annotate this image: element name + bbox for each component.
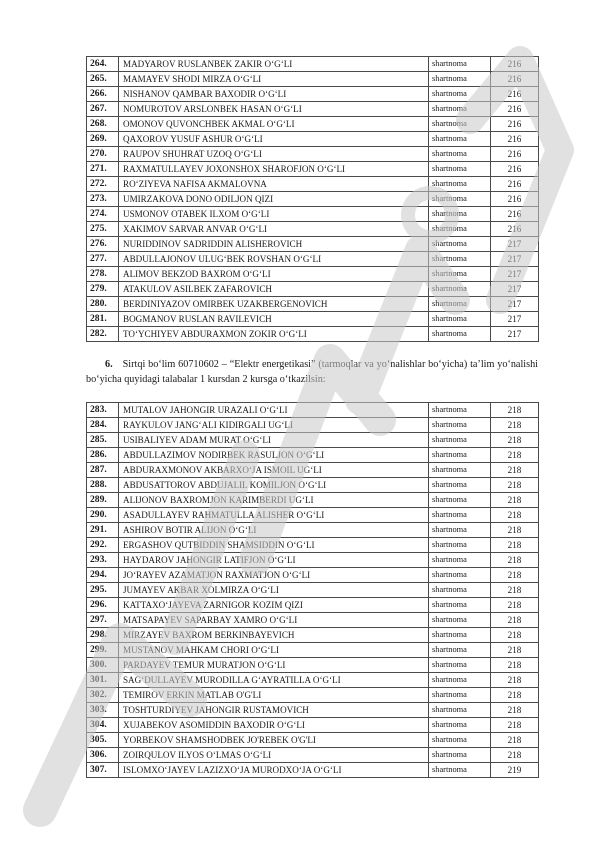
section-paragraph xyxy=(86,357,538,387)
payment-type: shartnoma xyxy=(429,297,491,312)
group-number: 216 xyxy=(491,222,539,237)
group-number: 218 xyxy=(491,628,539,643)
row-number: 272. xyxy=(87,177,119,192)
row-number: 266. xyxy=(87,87,119,102)
payment-type: shartnoma xyxy=(429,523,491,538)
payment-type: shartnoma xyxy=(429,703,491,718)
student-name: USMONOV OTABEK ILXOM O‘G‘LI xyxy=(119,207,429,222)
row-number: 282. xyxy=(87,327,119,342)
student-name: MUSTANOV MAHKAM CHORI O‘G‘LI xyxy=(119,643,429,658)
row-number: 277. xyxy=(87,252,119,267)
group-number: 216 xyxy=(491,147,539,162)
payment-type: shartnoma xyxy=(429,463,491,478)
student-name: ABDULLAZIMOV NODIRBEK RASULJON O‘G‘LI xyxy=(119,448,429,463)
payment-type: shartnoma xyxy=(429,733,491,748)
student-name: ATAKULOV ASILBEK ZAFAROVICH xyxy=(119,282,429,297)
table-row xyxy=(87,733,539,748)
student-name: YORBEKOV SHAMSHODBEK JO'REBEK O'G'LI xyxy=(119,733,429,748)
payment-type: shartnoma xyxy=(429,102,491,117)
payment-type: shartnoma xyxy=(429,162,491,177)
group-number: 218 xyxy=(491,688,539,703)
table-row xyxy=(87,583,539,598)
student-name: OMONOV QUVONCHBEK AKMAL O‘G‘LI xyxy=(119,117,429,132)
payment-type: shartnoma xyxy=(429,493,491,508)
group-number: 218 xyxy=(491,523,539,538)
row-number: 300. xyxy=(87,658,119,673)
table-row xyxy=(87,403,539,418)
student-table-bottom xyxy=(86,402,539,778)
row-number: 288. xyxy=(87,478,119,493)
student-name: ABDUSATTOROV ABDUJALIL KOMILJON O‘G‘LI xyxy=(119,478,429,493)
payment-type: shartnoma xyxy=(429,673,491,688)
student-name: ALIJONOV BAXROMJON KARIMBERDI UG‘LI xyxy=(119,493,429,508)
row-number: 276. xyxy=(87,237,119,252)
table-row xyxy=(87,448,539,463)
table-row xyxy=(87,312,539,327)
table-row xyxy=(87,523,539,538)
student-name: NOMUROTOV ARSLONBEK HASAN O‘G‘LI xyxy=(119,102,429,117)
payment-type: shartnoma xyxy=(429,448,491,463)
group-number: 216 xyxy=(491,192,539,207)
payment-type: shartnoma xyxy=(429,132,491,147)
row-number: 265. xyxy=(87,72,119,87)
group-number: 216 xyxy=(491,102,539,117)
table-row xyxy=(87,117,539,132)
student-name: ISLOMXO‘JAYEV LAZIZXO‘JA MURODXO‘JA O‘G‘LI xyxy=(119,763,429,778)
row-number: 306. xyxy=(87,748,119,763)
group-number: 218 xyxy=(491,418,539,433)
row-number: 292. xyxy=(87,538,119,553)
row-number: 274. xyxy=(87,207,119,222)
payment-type: shartnoma xyxy=(429,327,491,342)
table-row xyxy=(87,628,539,643)
table-row xyxy=(87,282,539,297)
student-name: ERGASHOV QUTBIDDIN SHAMSIDDIN O‘G‘LI xyxy=(119,538,429,553)
payment-type: shartnoma xyxy=(429,222,491,237)
group-number: 217 xyxy=(491,297,539,312)
group-number: 218 xyxy=(491,658,539,673)
group-number: 218 xyxy=(491,448,539,463)
table-row xyxy=(87,463,539,478)
group-number: 219 xyxy=(491,763,539,778)
group-number: 216 xyxy=(491,207,539,222)
student-name: XAKIMOV SARVAR ANVAR O‘G‘LI xyxy=(119,222,429,237)
student-name: RAYKULOV JANG‘ALI KIDIRGALI UG‘LI xyxy=(119,418,429,433)
row-number: 283. xyxy=(87,403,119,418)
row-number: 294. xyxy=(87,568,119,583)
student-name: RO‘ZIYEVA NAFISA AKMALOVNA xyxy=(119,177,429,192)
row-number: 304. xyxy=(87,718,119,733)
student-name: QAXOROV YUSUF ASHUR O‘G‘LI xyxy=(119,132,429,147)
table-row xyxy=(87,72,539,87)
row-number: 273. xyxy=(87,192,119,207)
table-row xyxy=(87,643,539,658)
student-name: MATSAPAYEV SAPARBAY XAMRO O‘G‘LI xyxy=(119,613,429,628)
table-row xyxy=(87,703,539,718)
student-name: NISHANOV QAMBAR BAXODIR O‘G‘LI xyxy=(119,87,429,102)
group-number: 217 xyxy=(491,237,539,252)
payment-type: shartnoma xyxy=(429,57,491,72)
row-number: 269. xyxy=(87,132,119,147)
group-number: 218 xyxy=(491,583,539,598)
table-row xyxy=(87,57,539,72)
payment-type: shartnoma xyxy=(429,628,491,643)
group-number: 217 xyxy=(491,327,539,342)
row-number: 302. xyxy=(87,688,119,703)
student-name: XUJABEKOV ASOMIDDIN BAXODIR O‘G‘LI xyxy=(119,718,429,733)
payment-type: shartnoma xyxy=(429,312,491,327)
student-name: USIBALIYEV ADAM MURAT O‘G‘LI xyxy=(119,433,429,448)
table-row xyxy=(87,87,539,102)
payment-type: shartnoma xyxy=(429,508,491,523)
payment-type: shartnoma xyxy=(429,237,491,252)
group-number: 218 xyxy=(491,613,539,628)
row-number: 307. xyxy=(87,763,119,778)
payment-type: shartnoma xyxy=(429,613,491,628)
student-name: TO‘YCHIYEV ABDURAXMON ZOKIR O‘G‘LI xyxy=(119,327,429,342)
group-number: 218 xyxy=(491,673,539,688)
student-name: NURIDDINOV SADRIDDIN ALISHEROVICH xyxy=(119,237,429,252)
payment-type: shartnoma xyxy=(429,267,491,282)
group-number: 216 xyxy=(491,117,539,132)
row-number: 295. xyxy=(87,583,119,598)
row-number: 287. xyxy=(87,463,119,478)
student-name: TEMIROV ERKIN MATLAB O'G'LI xyxy=(119,688,429,703)
table-row xyxy=(87,207,539,222)
table-row xyxy=(87,252,539,267)
payment-type: shartnoma xyxy=(429,568,491,583)
row-number: 270. xyxy=(87,147,119,162)
student-name: SAG‘DULLAYEV MURODILLA G‘AYRATILLA O‘G‘LI xyxy=(119,673,429,688)
row-number: 267. xyxy=(87,102,119,117)
row-number: 281. xyxy=(87,312,119,327)
table-row xyxy=(87,478,539,493)
table-row xyxy=(87,553,539,568)
table-row xyxy=(87,102,539,117)
payment-type: shartnoma xyxy=(429,72,491,87)
student-table-bottom-body xyxy=(87,403,539,778)
payment-type: shartnoma xyxy=(429,688,491,703)
payment-type: shartnoma xyxy=(429,658,491,673)
row-number: 271. xyxy=(87,162,119,177)
group-number: 218 xyxy=(491,433,539,448)
table-row xyxy=(87,718,539,733)
group-number: 217 xyxy=(491,312,539,327)
group-number: 218 xyxy=(491,478,539,493)
table-row xyxy=(87,162,539,177)
payment-type: shartnoma xyxy=(429,192,491,207)
student-name: PARDAYEV TEMUR MURATJON O‘G‘LI xyxy=(119,658,429,673)
row-number: 275. xyxy=(87,222,119,237)
payment-type: shartnoma xyxy=(429,718,491,733)
student-name: KATTAXO‘JAYEVA ZARNIGOR KOZIM QIZI xyxy=(119,598,429,613)
row-number: 284. xyxy=(87,418,119,433)
group-number: 218 xyxy=(491,403,539,418)
group-number: 218 xyxy=(491,508,539,523)
group-number: 218 xyxy=(491,718,539,733)
payment-type: shartnoma xyxy=(429,583,491,598)
student-name: ALIMOV BEKZOD BAXROM O‘G‘LI xyxy=(119,267,429,282)
row-number: 279. xyxy=(87,282,119,297)
row-number: 296. xyxy=(87,598,119,613)
table-row xyxy=(87,688,539,703)
table-row xyxy=(87,508,539,523)
section-number: 6. xyxy=(105,359,113,370)
row-number: 303. xyxy=(87,703,119,718)
row-number: 291. xyxy=(87,523,119,538)
payment-type: shartnoma xyxy=(429,282,491,297)
table-row xyxy=(87,327,539,342)
row-number: 298. xyxy=(87,628,119,643)
row-number: 286. xyxy=(87,448,119,463)
group-number: 218 xyxy=(491,733,539,748)
student-name: RAUPOV SHUHRAT UZOQ O‘G‘LI xyxy=(119,147,429,162)
group-number: 218 xyxy=(491,553,539,568)
section-text: Sirtqi bo‘lim 60710602 – “Elektr energetikasi” (tarmoqlar va yo‘nalishlar bo‘yicha) ta’lim yo‘nalishi bo‘yicha quyidagi talabalar 1 kursdan 2 kursga o‘tkazilsin: xyxy=(86,359,538,385)
table-row xyxy=(87,132,539,147)
row-number: 305. xyxy=(87,733,119,748)
row-number: 280. xyxy=(87,297,119,312)
table-row xyxy=(87,222,539,237)
payment-type: shartnoma xyxy=(429,598,491,613)
group-number: 216 xyxy=(491,177,539,192)
group-number: 218 xyxy=(491,703,539,718)
group-number: 218 xyxy=(491,643,539,658)
table-row xyxy=(87,763,539,778)
group-number: 218 xyxy=(491,463,539,478)
student-name: HAYDAROV JAHONGIR LATIFJON O‘G‘LI xyxy=(119,553,429,568)
table-row xyxy=(87,192,539,207)
table-row xyxy=(87,433,539,448)
row-number: 297. xyxy=(87,613,119,628)
payment-type: shartnoma xyxy=(429,418,491,433)
row-number: 293. xyxy=(87,553,119,568)
student-name: BOGMANOV RUSLAN RAVILEVICH xyxy=(119,312,429,327)
student-name: ZOIRQULOV ILYOS O‘LMAS O‘G‘LI xyxy=(119,748,429,763)
group-number: 218 xyxy=(491,493,539,508)
payment-type: shartnoma xyxy=(429,538,491,553)
student-name: MIRZAYEV BAXROM BERKINBAYEVICH xyxy=(119,628,429,643)
table-row xyxy=(87,493,539,508)
table-row xyxy=(87,267,539,282)
group-number: 216 xyxy=(491,57,539,72)
table-row xyxy=(87,418,539,433)
table-row xyxy=(87,538,539,553)
student-name: ABDURAXMONOV AKBARXO‘JA ISMOIL UG‘LI xyxy=(119,463,429,478)
student-name: UMIRZAKOVA DONO ODILJON QIZI xyxy=(119,192,429,207)
row-number: 278. xyxy=(87,267,119,282)
payment-type: shartnoma xyxy=(429,147,491,162)
student-table-top-body xyxy=(87,57,539,342)
group-number: 217 xyxy=(491,282,539,297)
student-name: JO‘RAYEV AZAMATJON RAXMATJON O‘G‘LI xyxy=(119,568,429,583)
row-number: 285. xyxy=(87,433,119,448)
payment-type: shartnoma xyxy=(429,403,491,418)
student-name: RAXMATULLAYEV JOXONSHOX SHAROFJON O‘G‘LI xyxy=(119,162,429,177)
table-row xyxy=(87,237,539,252)
group-number: 218 xyxy=(491,538,539,553)
student-name: TOSHTURDIYEV JAHONGIR RUSTAMOVICH xyxy=(119,703,429,718)
payment-type: shartnoma xyxy=(429,433,491,448)
table-row xyxy=(87,598,539,613)
row-number: 289. xyxy=(87,493,119,508)
row-number: 301. xyxy=(87,673,119,688)
group-number: 218 xyxy=(491,598,539,613)
group-number: 216 xyxy=(491,162,539,177)
payment-type: shartnoma xyxy=(429,748,491,763)
group-number: 217 xyxy=(491,252,539,267)
payment-type: shartnoma xyxy=(429,553,491,568)
student-table-top xyxy=(86,56,539,342)
row-number: 268. xyxy=(87,117,119,132)
row-number: 299. xyxy=(87,643,119,658)
student-name: JUMAYEV AKBAR XOLMIRZA O‘G‘LI xyxy=(119,583,429,598)
student-name: MADYAROV RUSLANBEK ZAKIR O‘G‘LI xyxy=(119,57,429,72)
payment-type: shartnoma xyxy=(429,117,491,132)
student-name: ASHIROV BOTIR ALIJON O‘G‘LI xyxy=(119,523,429,538)
row-number: 290. xyxy=(87,508,119,523)
group-number: 218 xyxy=(491,748,539,763)
payment-type: shartnoma xyxy=(429,177,491,192)
table-row xyxy=(87,748,539,763)
table-row xyxy=(87,297,539,312)
table-row xyxy=(87,613,539,628)
payment-type: shartnoma xyxy=(429,763,491,778)
group-number: 218 xyxy=(491,568,539,583)
student-name: ASADULLAYEV RAHMATULLA ALISHER O‘G‘LI xyxy=(119,508,429,523)
student-name: MAMAYEV SHODI MIRZA O‘G‘LI xyxy=(119,72,429,87)
payment-type: shartnoma xyxy=(429,207,491,222)
payment-type: shartnoma xyxy=(429,478,491,493)
student-name: MUTALOV JAHONGIR URAZALI O‘G‘LI xyxy=(119,403,429,418)
group-number: 217 xyxy=(491,267,539,282)
payment-type: shartnoma xyxy=(429,87,491,102)
student-name: BERDINIYAZOV OMIRBEK UZAKBERGENOVICH xyxy=(119,297,429,312)
table-row xyxy=(87,147,539,162)
table-row xyxy=(87,568,539,583)
group-number: 216 xyxy=(491,72,539,87)
payment-type: shartnoma xyxy=(429,643,491,658)
group-number: 216 xyxy=(491,87,539,102)
row-number: 264. xyxy=(87,57,119,72)
student-name: ABDULLAJONOV ULUG‘BEK ROVSHAN O‘G‘LI xyxy=(119,252,429,267)
payment-type: shartnoma xyxy=(429,252,491,267)
table-row xyxy=(87,177,539,192)
table-row xyxy=(87,673,539,688)
table-row xyxy=(87,658,539,673)
group-number: 216 xyxy=(491,132,539,147)
